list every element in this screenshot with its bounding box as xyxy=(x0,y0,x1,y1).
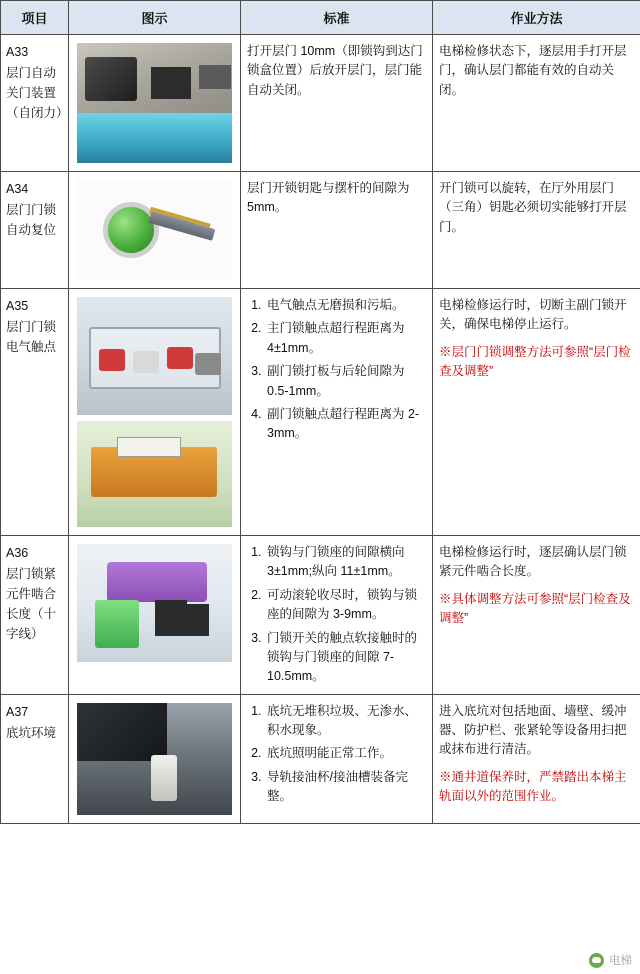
list-item: 3. 门锁开关的触点软接触时的锁钩与门锁座的间隙 7-10.5mm。 xyxy=(265,629,426,687)
method-text: 电梯检修运行时，逐层确认层门锁紧元件啮合长度。 xyxy=(439,545,627,579)
door-lock-key-photo xyxy=(77,180,232,280)
standard-cell xyxy=(241,289,433,536)
list-item: 3. 导轨接油杯/接油槽装备完整。 xyxy=(265,768,426,807)
item-title: 层门门锁电气触点 xyxy=(6,320,57,354)
item-title: 层门锁紧元件啮合长度（十字线） xyxy=(6,567,57,641)
method-note: ※层门门锁调整方法可参照“层门检查及调整” xyxy=(439,344,631,379)
item-title: 层门自动关门装置（自闭力） xyxy=(6,66,69,120)
method-cell xyxy=(433,536,640,695)
standard-step-list xyxy=(247,702,426,807)
list-item: 3. 副门锁打板与后轮间隙为 0.5-1mm。 xyxy=(265,362,426,401)
item-code-cell xyxy=(1,536,69,695)
table-row xyxy=(1,35,640,172)
column-header-method: 作业方法 xyxy=(433,1,640,35)
illustration-cell xyxy=(69,172,241,289)
item-code-cell xyxy=(1,35,69,172)
standard-step-list xyxy=(247,543,426,687)
illustration-cell xyxy=(69,35,241,172)
item-code-cell xyxy=(1,694,69,823)
item-code: A36 xyxy=(6,546,29,560)
method-cell xyxy=(433,172,640,289)
page-footer xyxy=(0,940,640,974)
standard-step-list xyxy=(247,296,426,444)
item-code: A33 xyxy=(6,45,29,59)
table-row xyxy=(1,289,640,536)
standard-cell xyxy=(241,536,433,695)
standard-text: 层门开锁钥匙与摆杆的间隙为 5mm。 xyxy=(247,181,410,215)
door-lock-contact-photo-1 xyxy=(77,297,232,415)
column-header-illustration: 图示 xyxy=(69,1,241,35)
header-row xyxy=(1,1,640,35)
list-item: 2. 可动滚轮收尽时，锁钩与锁座的间隙为 3-9mm。 xyxy=(265,586,426,625)
door-lock-engagement-photo xyxy=(77,544,232,662)
list-item: 1. 底坑无堆积垃圾、无渗水、积水现象。 xyxy=(265,702,426,741)
standard-text: 打开层门 10mm（即锁钩到达门锁盒位置）后放开层门，层门能自动关闭。 xyxy=(247,44,423,97)
illustration-cell xyxy=(69,536,241,695)
item-code-cell xyxy=(1,289,69,536)
door-lock-contact-photo-2 xyxy=(77,421,232,527)
item-title: 底坑环境 xyxy=(6,725,57,740)
method-cell xyxy=(433,289,640,536)
standard-cell xyxy=(241,35,433,172)
column-header-standard: 标准 xyxy=(241,1,433,35)
list-item: 1. 锁钩与门锁座的间隙横向 3±1mm;纵向 11±1mm。 xyxy=(265,543,426,582)
method-cell xyxy=(433,694,640,823)
item-code: A34 xyxy=(6,182,29,196)
method-note: ※通井道保养时，严禁踏出本梯主轨面以外的范围作业。 xyxy=(439,769,627,804)
standard-cell xyxy=(241,694,433,823)
table-row xyxy=(1,172,640,289)
item-code: A37 xyxy=(6,704,29,719)
wechat-watermark xyxy=(589,952,632,968)
method-cell xyxy=(433,35,640,172)
method-text: 开门锁可以旋转，在厅外用层门（三角）钥匙必须切实能够打开层门。 xyxy=(439,181,627,234)
column-header-item: 项目 xyxy=(1,1,69,35)
table-row xyxy=(1,694,640,823)
wechat-icon xyxy=(589,953,604,968)
illustration-cell xyxy=(69,289,241,536)
list-item: 1. 电气触点无磨损和污垢。 xyxy=(265,296,426,315)
wechat-label: 电梯 xyxy=(609,955,632,967)
list-item: 4. 副门锁触点超行程距离为 2-3mm。 xyxy=(265,405,426,444)
table-row xyxy=(1,536,640,695)
method-text: 电梯检修运行时，切断主副门锁开关，确保电梯停止运行。 xyxy=(439,298,627,332)
elevator-door-closer-photo xyxy=(77,43,232,163)
method-note: ※具体调整方法可参照“层门检查及调整” xyxy=(439,591,631,626)
list-item: 2. 主门锁触点超行程距离为 4±1mm。 xyxy=(265,319,426,358)
method-text: 进入底坑对包括地面、墙壁、缓冲器、防护栏、张紧轮等设备用扫把或抹布进行清洁。 xyxy=(439,703,627,757)
item-title: 层门门锁自动复位 xyxy=(6,203,57,237)
method-text: 电梯检修状态下，逐层用手打开层门，确认层门都能有效的自动关闭。 xyxy=(439,44,627,97)
table-body xyxy=(1,35,640,824)
pit-environment-photo xyxy=(77,703,232,815)
standard-cell xyxy=(241,172,433,289)
item-code-cell xyxy=(1,172,69,289)
list-item: 2. 底坑照明能正常工作。 xyxy=(265,744,426,763)
illustration-cell xyxy=(69,694,241,823)
table-header xyxy=(1,1,640,35)
item-code: A35 xyxy=(6,299,29,313)
